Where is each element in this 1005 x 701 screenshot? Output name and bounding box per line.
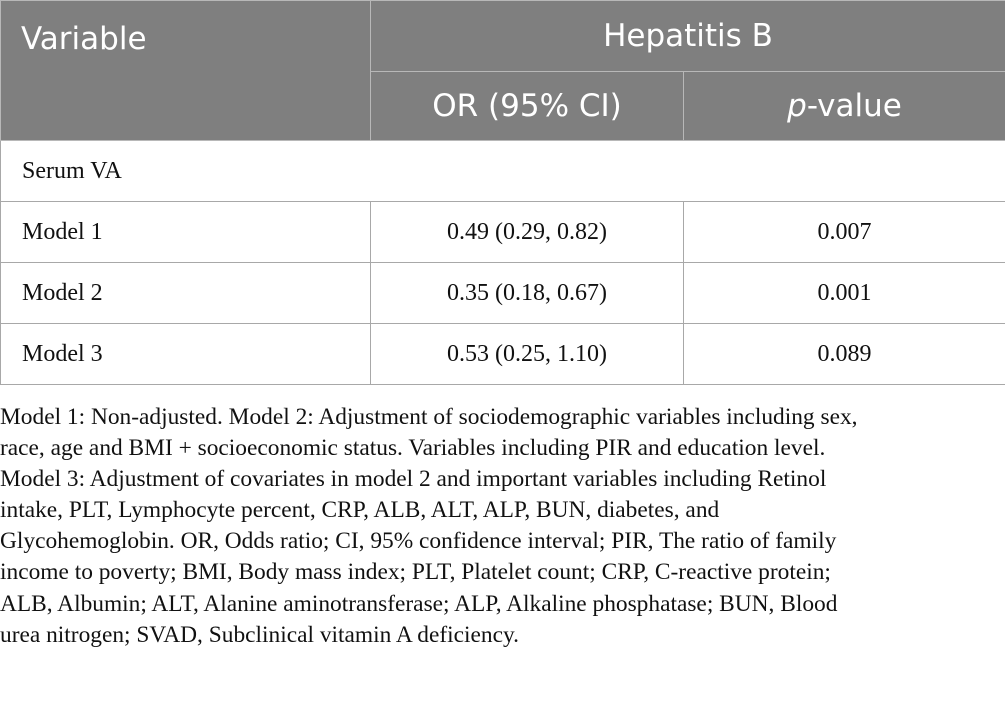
footnote-line: urea nitrogen; SVAD, Subclinical vitamin A deficiency. [0, 621, 520, 648]
header-p-italic: p [787, 88, 807, 124]
header-row-1 [1, 1, 1005, 72]
row-or-ci: 0.35 (0.18, 0.67) [371, 263, 684, 324]
footnote-line: Model 3: Adjustment of covariates in model 2 and important variables including Retinol [0, 466, 827, 493]
footnote-line: ALB, Albumin; ALT, Alanine aminotransferase; ALP, Alkaline phosphatase; BUN, Blood [0, 590, 838, 617]
footnote-line: income to poverty; BMI, Body mass index; PLT, Platelet count; CRP, C-reactive protein; [0, 559, 831, 586]
footnote-line: Glycohemoglobin. OR, Odds ratio; CI, 95% confidence interval; PIR, The ratio of family [0, 528, 837, 555]
table-row [1, 202, 1005, 263]
header-p-rest: -value [806, 88, 902, 124]
row-model-label: Model 2 [1, 263, 371, 324]
footnote-line: intake, PLT, Lymphocyte percent, CRP, ALB, ALT, ALP, BUN, diabetes, and [0, 497, 720, 524]
row-p-value: 0.089 [684, 324, 1005, 385]
footnote-line: Model 1: Non-adjusted. Model 2: Adjustment of sociodemographic variables including sex, [0, 404, 858, 430]
table-footnote [0, 402, 1000, 651]
header-variable: Variable [1, 1, 371, 141]
section-row-serum-va [1, 141, 1005, 202]
header-or-ci: OR (95% CI) [371, 72, 684, 141]
section-label: Serum VA [1, 141, 1005, 202]
table-header [1, 1, 1005, 141]
row-model-label: Model 3 [1, 324, 371, 385]
table-body [1, 141, 1005, 385]
row-model-label: Model 1 [1, 202, 371, 263]
table-row [1, 324, 1005, 385]
row-or-ci: 0.53 (0.25, 1.10) [371, 324, 684, 385]
header-p-value [684, 72, 1005, 141]
row-p-value: 0.007 [684, 202, 1005, 263]
table-row [1, 263, 1005, 324]
footnote-line: race, age and BMI + socioeconomic status. Variables including PIR and education level. [0, 435, 826, 462]
header-hepatitis-b: Hepatitis B [371, 1, 1005, 72]
row-or-ci: 0.49 (0.29, 0.82) [371, 202, 684, 263]
row-p-value: 0.001 [684, 263, 1005, 324]
